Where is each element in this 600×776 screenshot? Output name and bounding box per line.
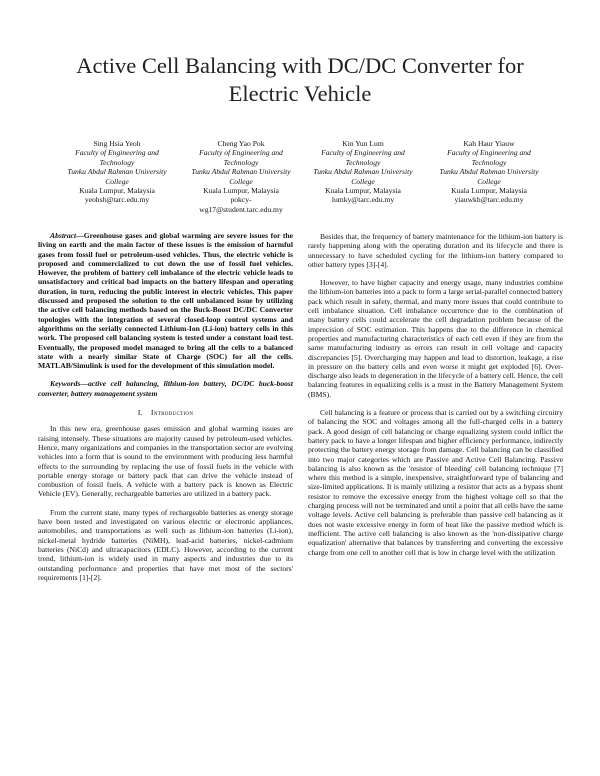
section-title: Introduction bbox=[150, 408, 194, 418]
author-affiliation-line: Faculty of Engineering and bbox=[321, 148, 405, 158]
author-affiliation-line: Tunku Abdul Rahman University bbox=[313, 167, 413, 177]
abstract-label: Abstract bbox=[50, 231, 77, 240]
author-affiliation-line: College bbox=[229, 176, 253, 186]
paper-title: Active Cell Balancing with DC/DC Converter for Electric Vehicle bbox=[76, 53, 524, 106]
author-name: Kah Haur Yiauw bbox=[463, 139, 515, 148]
section-number: I. bbox=[137, 408, 143, 418]
author-location: Kuala Lumpur, Malaysia bbox=[451, 186, 527, 196]
author-affiliation-line: Tunku Abdul Rahman University bbox=[191, 167, 291, 177]
author-affiliation-line: Technology bbox=[99, 157, 135, 167]
left-column bbox=[38, 231, 293, 591]
body-paragraph: However, to have higher capacity and energy usage, many industries combine the lithium-ion batteries into a pack to form a large serial-parallel connected battery pack which result in safety, thermal, and many more issues that could contribute to cell imbalance situation. Cell imbalance occurrence due to the combination of many battery cells could accelerate the cell degradation problem because of the imprecision of SOC estimation. This happens due to the difference in chemical properties and manufacturing characteristics of each cell even if they are from the same manufacturing industry as errors can result in cell voltage and capacity discrepancies [5]. Overcharging may happen and lead to distortion, leakage, a rise in pressure on the battery cells and even worse it might get exploded [6]. Over-discharge also leads to degeneration in the lifecycle of a battery cell. Hence, the cell balancing features in equalizing cells is a must in the Battery Management System (BMS). bbox=[308, 278, 563, 399]
author-affiliation-line: Faculty of Engineering and bbox=[75, 148, 159, 158]
author-affiliation-line: Technology bbox=[223, 157, 259, 167]
author-affiliation-line: Tunku Abdul Rahman University bbox=[67, 167, 167, 177]
author-location: Kuala Lumpur, Malaysia bbox=[325, 186, 401, 196]
author-4 bbox=[428, 139, 550, 205]
author-name: Kin Yun Lum bbox=[342, 139, 384, 148]
body-paragraph: Cell balancing is a feature or process that is carried out by a switching circuitry of balancing the SOC and voltages among all the full-charged cells in a battery pack. A good design of cell balancing or charge equalizing system could inflict the battery pack to have a longer lifespan and higher efficiency performance, indirectly protecting the battery energy storage from damage. Cell balancing can be classified into two major categories which are Passive and Active Cell Balancing. Passive balancing is also known as the 'resistor of bleeding' cell balancing technique [7] where this method is a simple, inexpensive, straightforward type of balancing and size-limited applications. It is mainly utilizing a resistor that acts as a bypass shunt resistor to remove the excessive energy from the highest voltage cell so that the charging process will not be terminated and until a point that all cells have the same voltage levels. Active cell balancing is preferable than passive cell balancing as it does not waste excessive energy in form of heat like the passive method which is inefficient. The active cell balancing is also known as the 'non-dissipative charge equalization' alternative that balances by transferring and converting the excessive charge from one cell to another cell that is low in charge level with the utilization bbox=[308, 408, 563, 557]
author-2 bbox=[180, 139, 302, 214]
author-affiliation-line: Tunku Abdul Rahman University bbox=[439, 167, 539, 177]
section-heading bbox=[38, 408, 293, 417]
author-email: yeohsh@tarc.edu.my bbox=[84, 195, 150, 205]
author-affiliation-line: Technology bbox=[345, 157, 381, 167]
author-email: lumky@tarc.edu.my bbox=[331, 195, 395, 205]
author-affiliation-line: College bbox=[105, 176, 129, 186]
author-affiliation-line: College bbox=[477, 176, 501, 186]
right-column bbox=[308, 232, 563, 566]
author-email: yiauwkh@tarc.edu.my bbox=[454, 195, 524, 205]
author-affiliation-line: Technology bbox=[471, 157, 507, 167]
author-name: Cheng Yao Pok bbox=[217, 139, 265, 148]
author-affiliation-line: Faculty of Engineering and bbox=[447, 148, 531, 158]
abstract bbox=[38, 231, 293, 370]
author-affiliation-line: College bbox=[351, 176, 375, 186]
author-location: Kuala Lumpur, Malaysia bbox=[203, 186, 279, 196]
author-name: Sing Hsia Yeoh bbox=[93, 139, 141, 148]
author-affiliation-line: Faculty of Engineering and bbox=[199, 148, 283, 158]
abstract-text: —Greenhouse gases and global warming are severe issues for the living on earth and the main factor of these issues is the emission of harmful gases from fossil fuel or petroleum-used vehicles. Thus, the electric vehicle is proposed and commercialized to cut down the use of fossil fuel vehicles. However, the problem of battery cell imbalance of the electric vehicle leads to unsatisfactory and critical bad impacts on the battery lifespan and operating duration, in turn, reducing the public interest in electric vehicles. This paper discussed and proposed the solution to the cell unbalanced issue by utilizing the active cell balancing methods based on the Buck-Boost DC/DC Converter topologies with the integration of several closed-loop control systems and algorithms on the serially connected Lithium-Ion (Li-ion) battery cells in this work. The proposed cell balancing system is tested under a constant load test. Eventually, the proposed model managed to bring all the cells to a balanced state with a nearly similar State of Charge (SOC) for all the cells. MATLAB/Simulink is used for the development of this simulation model. bbox=[38, 231, 293, 371]
body-paragraph: In this new era, greenhouse gases emission and global warming issues are raising intensely. These situations are majority caused by petroleum-used vehicles. Hence, many organizations and companies in the transportation sector are evolving vehicles into a form that is sound to the environment with producing less harmful effects to the surrounding by replacing the use of fossil fuels in the vehicle with portable energy storage or battery pack that can drive the vehicle instead of combustion of fossil fuels. A vehicle with a battery pack is known as Electric Vehicle (EV). Generally, rechargeable batteries are utilized in a battery pack. bbox=[38, 424, 293, 499]
body-paragraph: From the current state, many types of rechargeable batteries as energy storage have been tested and investigated on various electric or electronic appliances, automobiles, and transportations as well such as lithium-ion batteries (Li-ion), nickel-metal hydride batteries (NiMH), lead-acid batteries, nickel-cadmium batteries (NiCd) and ultracapacitors (EDLC). However, according to the current trend, lithium-ion is widely used in many aspects and industries due to its outstanding performance and properties that have met most of the sectors' requirements [1]-[2]. bbox=[38, 507, 293, 582]
author-1 bbox=[56, 139, 178, 205]
author-email: pokcy- bbox=[230, 195, 252, 205]
author-3 bbox=[302, 139, 424, 205]
author-location: Kuala Lumpur, Malaysia bbox=[79, 186, 155, 196]
body-paragraph: Besides that, the frequency of battery maintenance for the lithium-ion battery is rarely happening along with the operating duration and its lifecycle and there is unnecessary to have scheduled cycling for the lithium-ion battery compared to other battery types [3]-[4]. bbox=[308, 232, 563, 269]
author-email: wg17@student.tarc.edu.my bbox=[199, 204, 283, 214]
keywords: Keywords—active cell balancing, lithium-ion battery, DC/DC buck-boost converter, battery management system bbox=[38, 379, 293, 398]
